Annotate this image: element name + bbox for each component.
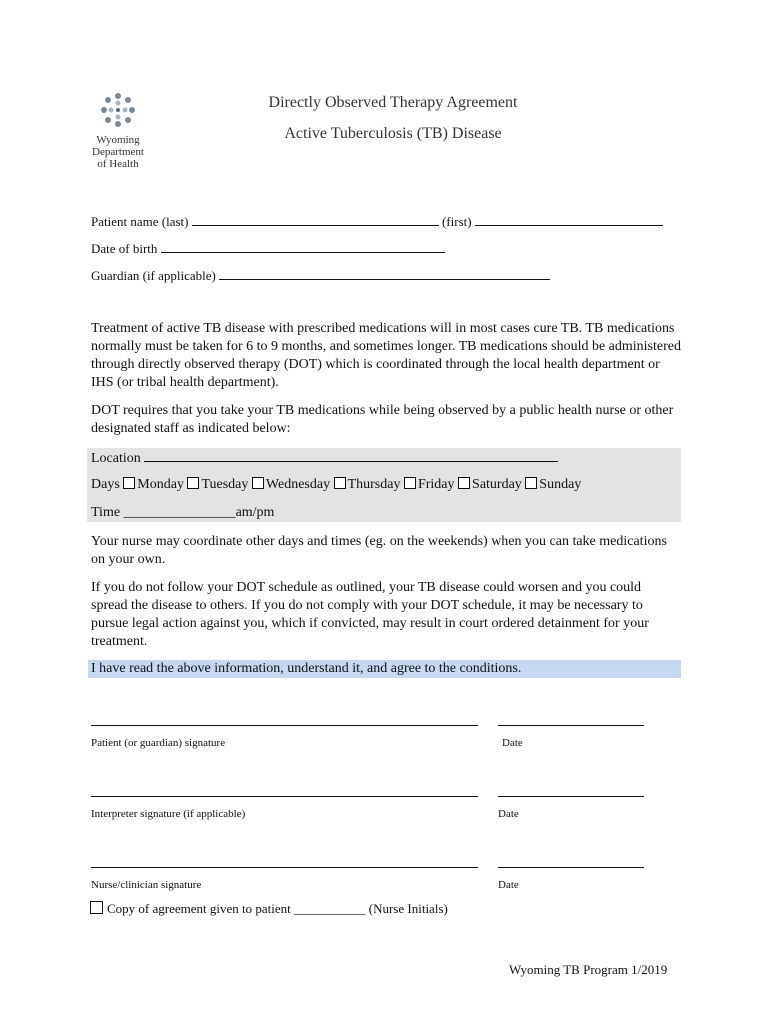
patient-date-label: Date	[502, 737, 523, 749]
dot-requirement-paragraph: DOT requires that you take your TB medications while being observed by a public health nurse or other designated staff as indicated below:	[91, 403, 674, 436]
interpreter-signature-label: Interpreter signature (if applicable)	[91, 808, 246, 820]
time-suffix: am/pm	[235, 505, 275, 520]
location-label: Location	[91, 451, 141, 466]
patient-first-field[interactable]	[475, 213, 663, 226]
patient-signature-label: Patient (or guardian) signature	[91, 737, 226, 749]
page-title: Directly Observed Therapy Agreement	[268, 94, 518, 111]
guardian-row	[91, 267, 550, 284]
page-subtitle: Active Tuberculosis (TB) Disease	[284, 125, 502, 142]
location-row	[91, 449, 558, 467]
patient-signature-line[interactable]	[91, 725, 478, 726]
nurse-initials-field[interactable]: ___________	[294, 901, 366, 916]
dob-row	[91, 240, 445, 257]
agreement-statement: I have read the above information, understand it, and agree to the conditions.	[91, 661, 522, 676]
days-label: Days	[91, 477, 120, 492]
time-field[interactable]: ________________	[123, 505, 236, 520]
nurse-signature-line[interactable]	[91, 867, 478, 868]
nurse-signature-label: Nurse/clinician signature	[91, 879, 202, 891]
copy-given-row	[90, 901, 448, 917]
coordinate-paragraph: Your nurse may coordinate other days and times (eg. on the weekends) when you can take medications on your own.	[91, 534, 667, 567]
dob-label: Date of birth	[91, 241, 158, 256]
dob-field[interactable]	[161, 240, 445, 253]
logo-line-1: Wyoming	[96, 134, 140, 146]
time-label: Time	[91, 505, 121, 520]
day-label-wednesday: Wednesday	[265, 477, 331, 492]
day-label-thursday: Thursday	[347, 477, 401, 492]
patient-name-row	[91, 213, 663, 230]
friday-checkbox[interactable]	[404, 477, 416, 489]
day-label-saturday: Saturday	[472, 477, 522, 492]
treatment-paragraph: Treatment of active TB disease with prescribed medications will in most cases cure TB. TB medications normally must be taken for 6 to 9 months, and sometimes longer. TB medications should be administered through directly observed therapy (DOT) which is coordinated through the local health department or IHS (or tribal health department).	[91, 321, 681, 390]
day-label-tuesday: Tuesday	[201, 477, 249, 492]
interpreter-date-label: Date	[498, 808, 519, 820]
copy-given-label: Copy of agreement given to patient	[107, 901, 291, 916]
saturday-checkbox[interactable]	[458, 477, 470, 489]
patient-date-line[interactable]	[498, 725, 644, 726]
wyoming-doh-logo	[82, 90, 154, 170]
time-row	[91, 505, 274, 521]
noncompliance-paragraph: If you do not follow your DOT schedule as outlined, your TB disease could worsen and you could spread the disease to others. If you do not comply with your DOT schedule, it may be necessary to pursue legal action against you, which if convicted, may result in court ordered detainment for your treatment.	[91, 580, 649, 649]
day-label-monday: Monday	[137, 477, 184, 492]
nurse-initials-label: (Nurse Initials)	[368, 901, 448, 916]
patient-last-label: Patient name (last)	[91, 214, 189, 229]
sunday-checkbox[interactable]	[525, 477, 537, 489]
guardian-field[interactable]	[219, 267, 550, 280]
footer-program: Wyoming TB Program 1/2019	[509, 962, 668, 977]
location-field[interactable]	[144, 449, 558, 462]
interpreter-signature-line[interactable]	[91, 796, 478, 797]
monday-checkbox[interactable]	[123, 477, 135, 489]
tuesday-checkbox[interactable]	[187, 477, 199, 489]
wednesday-checkbox[interactable]	[252, 477, 264, 489]
logo-line-2: Department	[92, 146, 144, 158]
thursday-checkbox[interactable]	[334, 477, 346, 489]
guardian-label: Guardian (if applicable)	[91, 268, 216, 283]
nurse-date-label: Date	[498, 879, 519, 891]
logo-line-3: of Health	[97, 158, 139, 170]
patient-first-label: (first)	[441, 214, 472, 229]
flower-logo-icon	[98, 90, 138, 130]
copy-given-checkbox[interactable]	[90, 901, 103, 914]
day-label-sunday: Sunday	[539, 477, 582, 492]
interpreter-date-line[interactable]	[498, 796, 644, 797]
day-label-friday: Friday	[417, 477, 455, 492]
nurse-date-line[interactable]	[498, 867, 644, 868]
days-row	[91, 477, 581, 493]
patient-last-field[interactable]	[192, 213, 439, 226]
